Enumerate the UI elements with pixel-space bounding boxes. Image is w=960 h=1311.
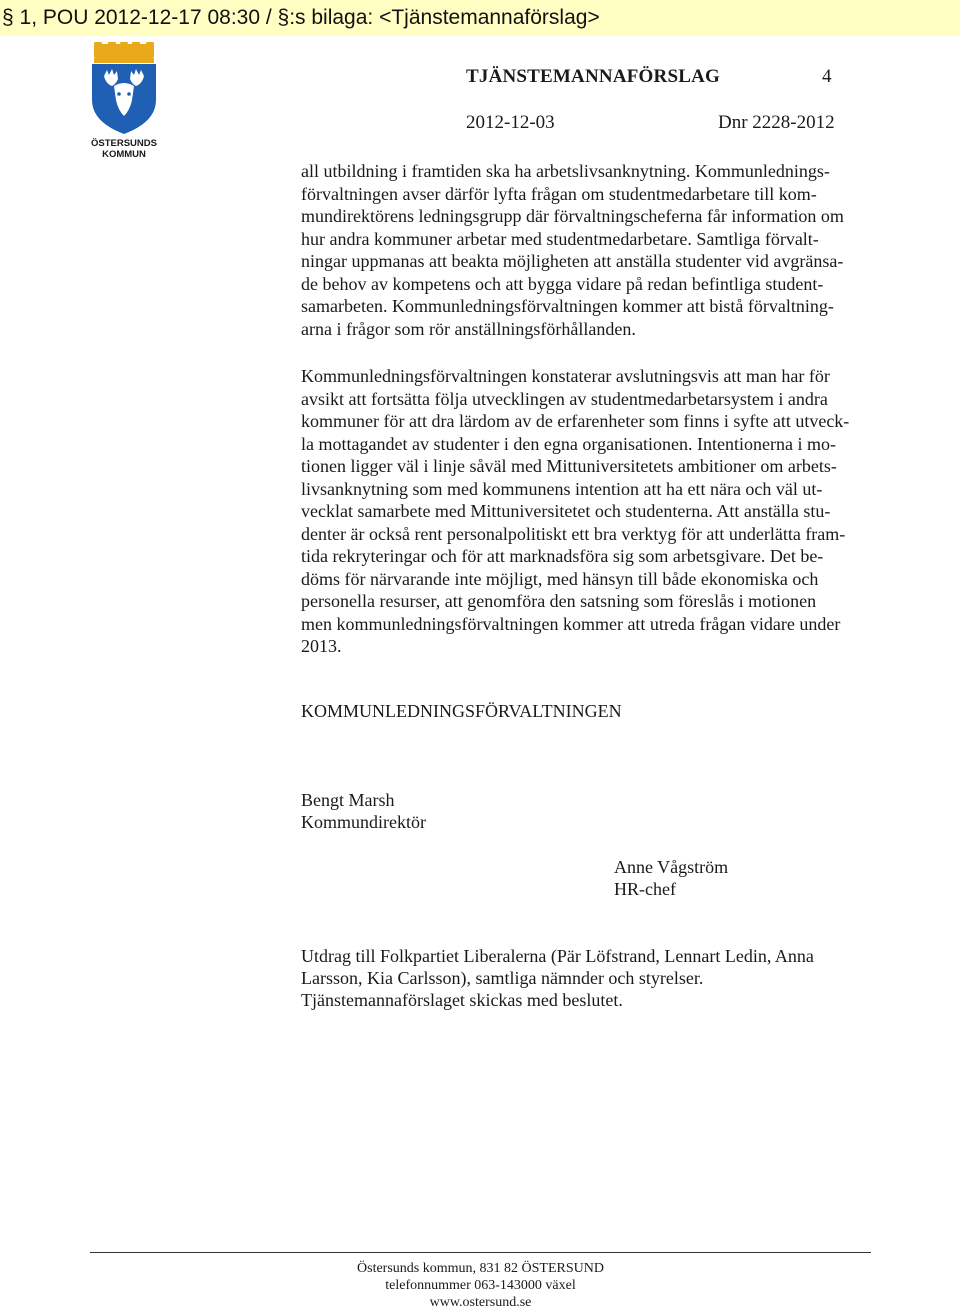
text-line: Utdrag till Folkpartiet Liberalerna (Pär Löfstrand, Lennart Ledin, Anna: [301, 946, 814, 966]
signatory-block-2: [614, 856, 728, 900]
text-line: ningar uppmanas att beakta möjligheten att anställa studenter vid avgränsa-: [301, 251, 844, 271]
signatory-name: Anne Vågström: [614, 857, 729, 877]
page-number: 4: [822, 66, 832, 87]
agenda-item-text: § 1, POU 2012-12-17 08:30 / §:s bilaga: <Tjänstemannaförslag>: [2, 6, 600, 29]
footer-phone: telefonnummer 063-143000 växel: [385, 1278, 576, 1293]
text-line: Larsson, Kia Carlsson), samtliga nämnder och styrelser.: [301, 968, 704, 988]
text-line: la mottagandet av studenter i den egna organisationen. Intentionerna i mo-: [301, 433, 836, 454]
body-paragraph-2: [301, 365, 901, 658]
text-line: Tjänstemannaförslaget skickas med beslutet.: [301, 990, 623, 1010]
footer-website: www.ostersund.se: [429, 1295, 532, 1310]
department-name: KOMMUNLEDNINGSFÖRVALTNINGEN: [301, 701, 622, 721]
text-line: men kommunledningsförvaltningen kommer att utreda frågan vidare under: [301, 613, 841, 634]
text-line: all utbildning i framtiden ska ha arbetslivsanknytning. Kommunlednings-: [301, 161, 830, 181]
text-line: tida rekryteringar och för att marknadsföra sig som arbetsgivare. Det be-: [301, 546, 824, 566]
text-line: Kommunledningsförvaltningen konstaterar avslutningsvis att man har för: [301, 366, 830, 386]
text-line: vecklat samarbete med Mittuniversitetet och studenterna. Att anställa stu-: [301, 501, 831, 521]
agenda-item-bar: [0, 0, 960, 36]
text-line: arna i frågor som rör anställningsförhållanden.: [301, 318, 636, 339]
page-footer: [90, 1260, 871, 1311]
footer-divider: [90, 1252, 871, 1253]
text-line: kommuner för att dra lärdom av de erfarenheter som finns i syfte att utveck-: [301, 411, 850, 431]
ostersund-coat-of-arms-logo: [88, 42, 160, 162]
text-line: 2013.: [301, 636, 342, 656]
text-line: avsikt att fortsätta följa utvecklingen av studentmedarbetarsystem i andra: [301, 388, 828, 409]
signatory-title: Kommundirektör: [301, 812, 426, 832]
signatory-title: HR-chef: [614, 879, 676, 899]
logo-text-line2: KOMMUN: [102, 149, 146, 160]
text-line: mundirektörens ledningsgrupp där förvaltningscheferna får information om: [301, 206, 844, 226]
distribution-list: [301, 945, 814, 1011]
text-line: livsanknytning som med kommunens intention att ha ett nära och väl ut-: [301, 478, 823, 499]
text-line: denter är också rent personalpolitiskt ett bra verktyg för att underlätta fram-: [301, 523, 846, 544]
coat-of-arms-icon: [88, 42, 160, 162]
text-line: förvaltningen avser därför lyfta frågan om studentmedarbetare till kom-: [301, 183, 817, 204]
text-line: tionen ligger väl i linje såväl med Mittuniversitetets ambitioner om arbets-: [301, 456, 837, 476]
footer-address: Östersunds kommun, 831 82 ÖSTERSUND: [357, 1261, 604, 1276]
text-line: hur andra kommuner arbetar med studentmedarbetare. Samtliga förvalt-: [301, 228, 819, 249]
document-date: 2012-12-03: [466, 112, 555, 133]
text-line: samarbeten. Kommunledningsförvaltningen kommer att bistå förvaltning-: [301, 296, 834, 316]
text-line: de behov av kompetens och att bygga vidare på redan befintliga student-: [301, 273, 824, 294]
document-diary-number: Dnr 2228-2012: [718, 112, 835, 133]
signatory-block-1: [301, 789, 426, 833]
body-paragraph-1: [301, 160, 901, 340]
document-type-heading: TJÄNSTEMANNAFÖRSLAG: [466, 66, 720, 87]
text-line: personella resurser, att genomföra den satsning som föreslås i motionen: [301, 591, 817, 611]
signatory-name: Bengt Marsh: [301, 790, 395, 810]
text-line: döms för närvarande inte möjligt, med hänsyn till både ekonomiska och: [301, 568, 819, 589]
logo-text-line1: ÖSTERSUNDS: [91, 138, 157, 149]
